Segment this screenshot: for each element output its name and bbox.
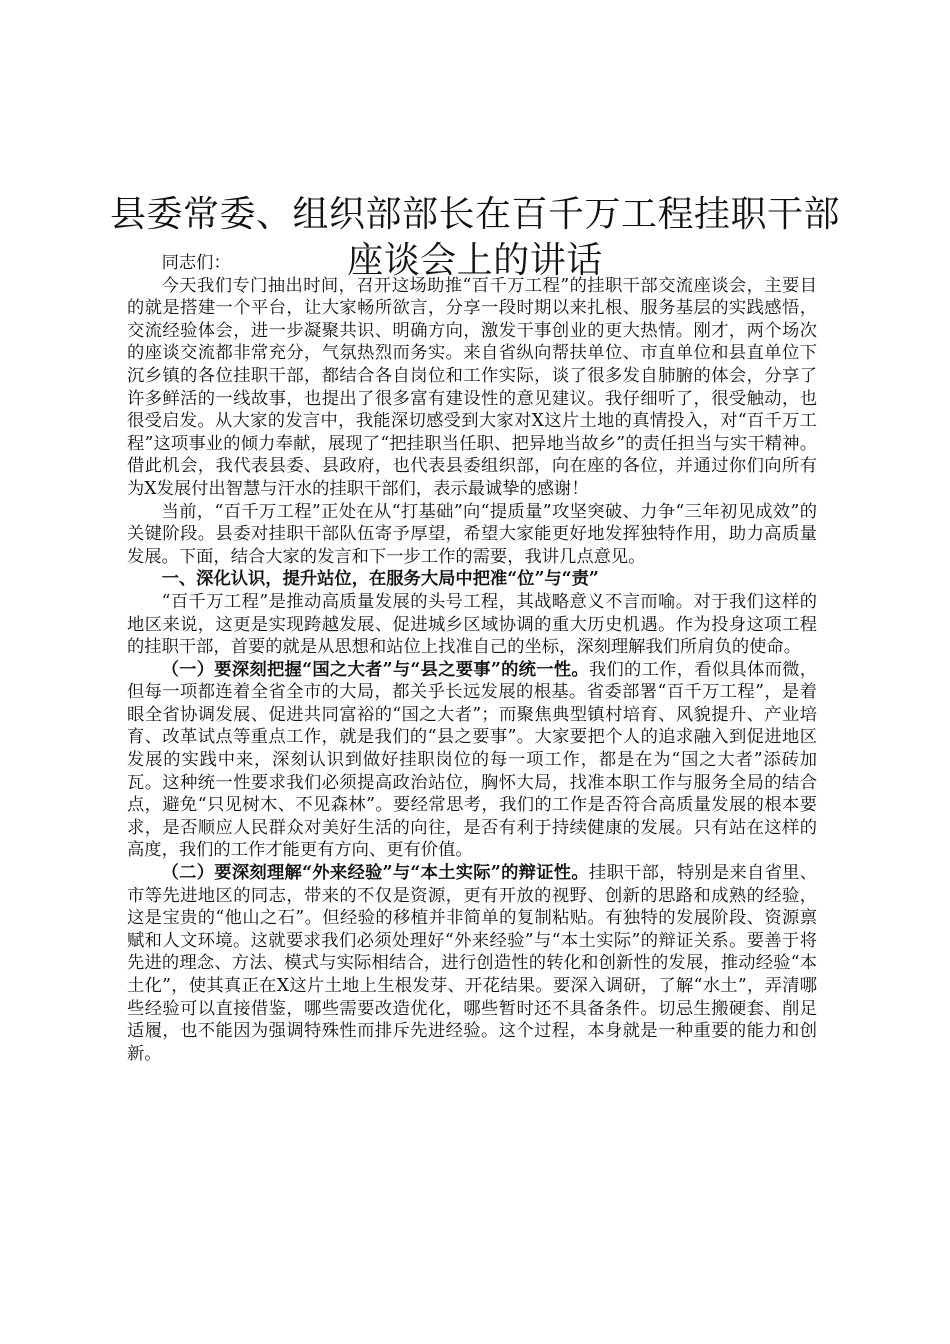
paragraph-subsection-1 [127, 659, 817, 862]
subsection-1-body: 我们的工作，看似具体而微，但每一项都连着全省全市的大局，都关乎长远发展的根基。省委部署“百千万工程”，是着眼全省协调发展、促进共同富裕的“国之大者”；而聚焦典型镇村培育、风貌提升、产业培育、改革试点等重点工作，就是我们的“县之要事”。大家要把个人的追求融入到促进地区发展的实践中来，深刻认识到做好挂职岗位的每一项工作，都是在为“国之大者”添砖加瓦。这种统一性要求我们必须提高政治站位，胸怀大局，找准本职工作与服务全局的结合点，避免“只见树木、不见森林”。要经常思考，我们的工作是否符合高质量发展的根本要求，是否顺应人民群众对美好生活的向往，是否有利于持续健康的发展。只有站在这样的高度，我们的工作才能更有方向、更有价值。 [127, 659, 817, 861]
paragraph-current-stage: 当前，“百千万工程”正处在从“打基础”向“提质量”攻坚突破、力争“三年初见成效”的关键阶段。县委对挂职干部队伍寄予厚望，希望大家能更好地发挥独特作用，助力高质量发展。下面，结合大家的发言和下一步工作的需要，我讲几点意见。 [127, 501, 817, 567]
paragraph-section-1-intro: “百千万工程”是推动高质量发展的头号工程，其战略意义不言而喻。对于我们这样的地区来说，这更是实现跨越发展、促进城乡区域协调的重大历史机遇。作为投身这项工程的挂职干部，首要的就是从思想和站位上找准自己的坐标，深刻理解我们所肩负的使命。 [127, 591, 817, 658]
subsection-2-body: 挂职干部，特别是来自省里、市等先进地区的同志，带来的不仅是资源，更有开放的视野、创新的思路和成熟的经验，这是宝贵的“他山之石”。但经验的移植并非简单的复制粘贴。有独特的发展阶段、资源禀赋和人文环境。这就要求我们必须处理好“外来经验”与“本土实际”的辩证关系。要善于将先进的理念、方法、模式与实际相结合，进行创造性的转化和创新性的发展，推动经验“本土化”，使其真正在X这片土地上生根发芽、开花结果。要深入调研，了解“水土”，弄清哪些经验可以直接借鉴，哪些需要改造优化，哪些暂时还不具备条件。切忌生搬硬套、削足适履，也不能因为强调特殊性而排斥先进经验。这个过程，本身就是一种重要的能力和创新。 [127, 863, 817, 1064]
document-title-line-2: 座谈会上的讲话 [347, 240, 603, 282]
greeting: 同志们： [161, 253, 231, 273]
subsection-1-lead: （一）要深刻把握“国之大者”与“县之要事”的统一性。 [161, 659, 589, 680]
document-body [127, 252, 817, 1065]
section-heading-1: 一、深化认识，提升站位，在服务大局中把准“位”与“责” [161, 569, 599, 590]
paragraph-opening: 今天我们专门抽出时间，召开这场助推“百千万工程”的挂职干部交流座谈会，主要目的就是搭建一个平台，让大家畅所欲言，分享一段时期以来扎根、服务基层的实践感悟，交流经验体会，进一步凝聚共识、明确方向，激发干事创业的更大热情。刚才，两个场次的座谈交流都非常充分，气氛热烈而务实。来自省纵向帮扶单位、市直单位和县直单位下沉乡镇的各位挂职干部，都结合各自岗位和工作实际，谈了很多发自肺腑的体会，分享了许多鲜活的一线故事，也提出了很多富有建设性的意见建议。我仔细听了，很受触动，也很受启发。从大家的发言中，我能深切感受到大家对X这片土地的真情投入，对“百千万工程”这项事业的倾力奉献，展现了“把挂职当任职、把异地当故乡”的责任担当与实干精神。借此机会，我代表县委、县政府，也代表县委组织部，向在座的各位，并通过你们向所有为X发展付出智慧与汗水的挂职干部们，表示最诚挚的感谢！ [127, 275, 817, 499]
document-title-line-1: 县委常委、组织部部长在百千万工程挂职干部 [109, 194, 840, 236]
subsection-2-lead: （二）要深刻理解“外来经验”与“本土实际”的辩证性。 [161, 863, 589, 884]
paragraph-subsection-2 [127, 862, 817, 1065]
